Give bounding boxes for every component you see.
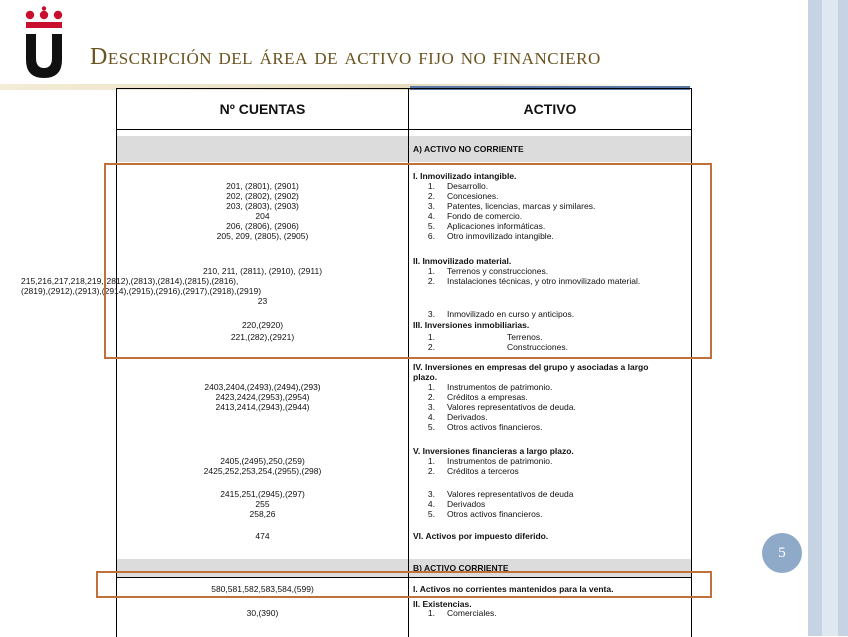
item-number: 5. (427, 422, 435, 432)
mantenidos-heading: I. Activos no corrientes mantenidos para la venta. (413, 584, 614, 594)
financieras-item (413, 466, 689, 476)
item-number: 5. (427, 509, 435, 519)
grupo-item (413, 382, 689, 392)
item-number: 1. (427, 456, 435, 466)
item-label: Terrenos y construcciones. (447, 266, 549, 276)
header-accounts: Nº CUENTAS (219, 101, 306, 117)
item-number: 2. (427, 342, 435, 352)
existencias-heading: II. Existencias. (413, 599, 472, 609)
item-label: Patentes, licencias, marcas y similares. (447, 201, 596, 211)
section-a-label: A) ACTIVO NO CORRIENTE (413, 144, 524, 154)
diferido-heading: VI. Activos por impuesto diferido. (413, 531, 549, 541)
financieras-item (413, 489, 689, 499)
section-b-label: B) ACTIVO CORRIENTE (413, 563, 509, 573)
grupo-heading-line1: IV. Inversiones en empresas del grupo y asociadas a largo (413, 362, 649, 372)
item-number: 4. (427, 412, 435, 422)
item-number: 1. (427, 332, 435, 342)
grupo-heading-line2: plazo. (413, 372, 438, 382)
item-number: 1. (427, 181, 435, 191)
item-number: 3. (427, 489, 435, 499)
account-code: 205, 209, (2805), (2905) (216, 231, 309, 241)
item-number: 3. (427, 201, 435, 211)
item-label: Derivados (447, 499, 486, 509)
header-asset: ACTIVO (523, 101, 577, 117)
item-label: Derivados. (447, 412, 488, 422)
item-label: Otro inmovilizado intangible. (447, 231, 554, 241)
item-number: 5. (427, 221, 435, 231)
item-number: 1. (427, 266, 435, 276)
item-label: Créditos a empresas. (447, 392, 528, 402)
financieras-item (413, 509, 689, 519)
item-number: 3. (427, 309, 435, 319)
account-code: (2819),(2912),(2913),(2914),(2915),(2916),(2917),(2918),(2919) (21, 286, 262, 296)
logo-u-shape (26, 34, 62, 78)
grupo-item (413, 412, 689, 422)
existencias-item (413, 608, 689, 618)
logo-dot-right (54, 11, 62, 19)
item-label: Instalaciones técnicas, y otro inmovilizado material. (447, 276, 641, 286)
grupo-item (413, 422, 689, 432)
item-label: Aplicaciones informáticas. (447, 221, 546, 231)
item-label: Terrenos. (507, 332, 543, 342)
slide-title: Descripción del área de activo fijo no financiero (90, 44, 601, 70)
financieras-item (413, 499, 689, 509)
item-number: 1. (427, 382, 435, 392)
logo-dot-bottom (42, 6, 46, 10)
item-label: Comerciales. (447, 608, 497, 618)
right-decorative-bar-inner (822, 0, 838, 636)
item-label: Concesiones. (447, 191, 499, 201)
right-decorative-bar (808, 0, 848, 636)
item-number: 6. (427, 231, 435, 241)
item-number: 2. (427, 191, 435, 201)
material-heading: II. Inmovilizado material. (413, 256, 512, 266)
item-number: 2. (427, 276, 435, 286)
account-code: 2415,251,(2945),(297) (220, 489, 305, 499)
financieras-heading: V. Inversiones financieras a largo plazo. (413, 446, 574, 456)
account-code: 2425,252,253,254,(2955),(298) (203, 466, 322, 476)
account-code: 2403,2404,(2493),(2494),(293) (204, 382, 321, 392)
item-label: Valores representativos de deuda (447, 489, 574, 499)
account-code: 23 (257, 296, 268, 306)
item-label: Otros activos financieros. (447, 422, 543, 432)
account-code: 30,(390) (246, 608, 279, 618)
account-code: 258,26 (249, 509, 276, 519)
account-code: 580,581,582,583,584,(599) (211, 584, 314, 594)
grupo-item (413, 402, 689, 412)
header-rule (117, 129, 691, 130)
logo-dot-left (26, 11, 34, 19)
inmobiliarias-heading: III. Inversiones inmobiliarias. (413, 320, 530, 330)
grupo-item (413, 392, 689, 402)
account-code: 255 (255, 499, 270, 509)
item-number: 2. (427, 466, 435, 476)
account-code: 202, (2802), (2902) (226, 191, 299, 201)
item-number: 4. (427, 499, 435, 509)
highlight-box-inmovilizado (104, 163, 712, 359)
account-code: 2413,2414,(2943),(2944) (215, 402, 310, 412)
financieras-item (413, 456, 689, 466)
account-code: 221,(282),(2921) (230, 332, 295, 342)
item-label: Fondo de comercio. (447, 211, 523, 221)
page-number-badge: 5 (762, 533, 802, 573)
intangible-heading: I. Inmovilizado intangible. (413, 171, 517, 181)
item-label: Instrumentos de patrimonio. (447, 456, 553, 466)
account-code: 215,216,217,218,219,(2812),(2813),(2814),(2815),(2816), (21, 276, 239, 286)
highlight-box-mantenidos (96, 571, 712, 598)
item-number: 2. (427, 392, 435, 402)
account-code: 2423,2424,(2953),(2954) (215, 392, 310, 402)
item-number: 4. (427, 211, 435, 221)
account-code: 220,(2920) (241, 320, 284, 330)
logo-dot-center (40, 11, 48, 19)
item-number: 1. (427, 608, 435, 618)
account-code: 203, (2803), (2903) (226, 201, 299, 211)
item-label: Inmovilizado en curso y anticipos. (447, 309, 575, 319)
urjc-logo (22, 6, 66, 80)
account-code: 474 (255, 531, 270, 541)
item-label: Valores representativos de deuda. (447, 402, 576, 412)
item-label: Construcciones. (507, 342, 568, 352)
item-label: Instrumentos de patrimonio. (447, 382, 553, 392)
account-code: 204 (255, 211, 270, 221)
account-code: 206, (2806), (2906) (226, 221, 299, 231)
item-label: Otros activos financieros. (447, 509, 543, 519)
account-code: 2405,(2495),250,(259) (220, 456, 305, 466)
account-code: 201, (2801), (2901) (226, 181, 299, 191)
item-label: Créditos a terceros (447, 466, 519, 476)
item-number: 3. (427, 402, 435, 412)
item-label: Desarrollo. (447, 181, 489, 191)
account-code: 210, 211, (2811), (2910), (2911) (202, 266, 323, 276)
logo-bar (26, 22, 62, 28)
